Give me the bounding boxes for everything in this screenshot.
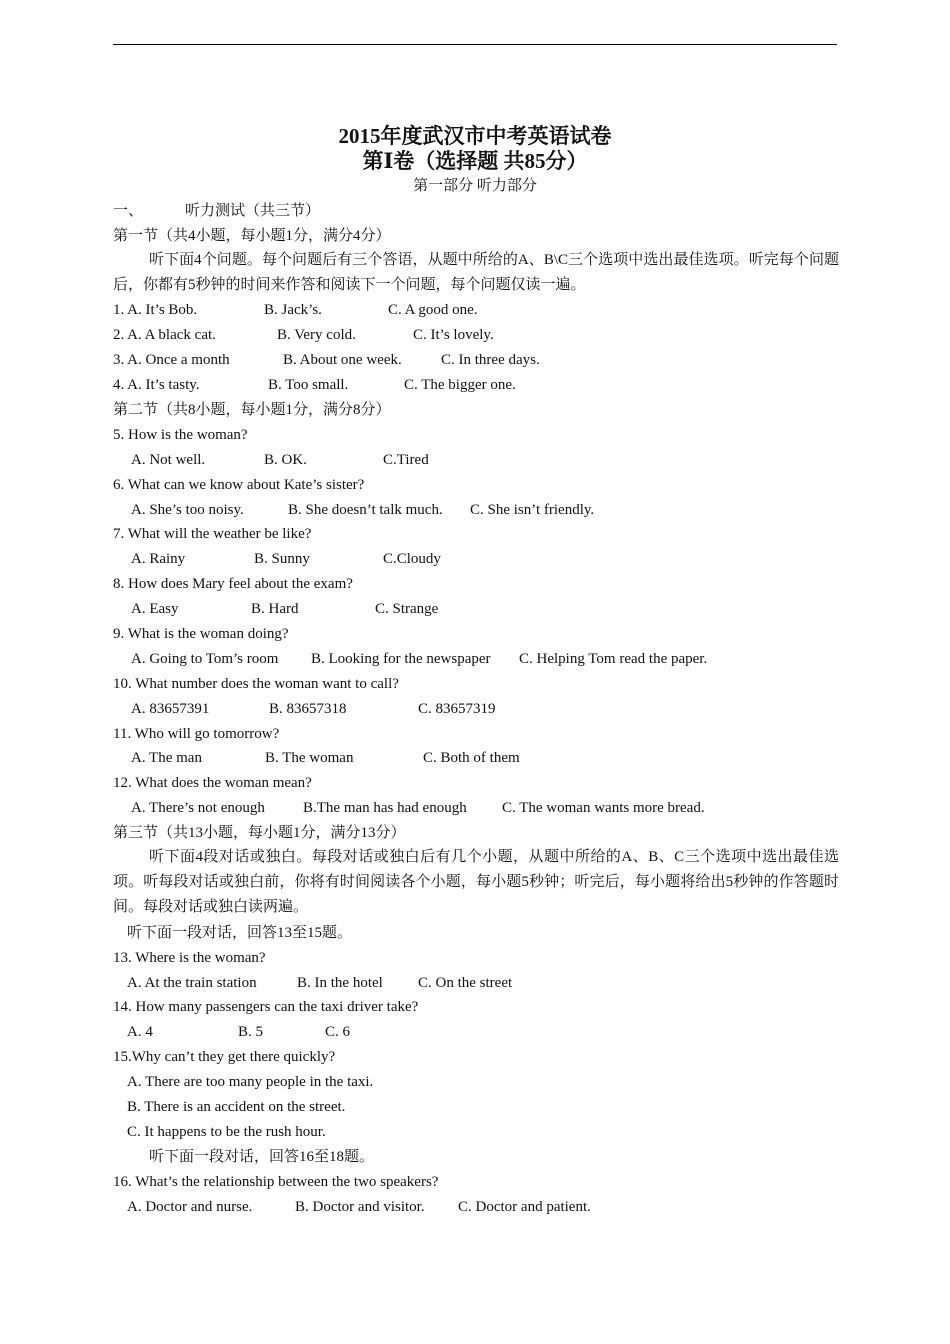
q1-option-c: C. A good one. [388, 302, 478, 318]
q7-option-c: C.Cloudy [383, 551, 441, 567]
q1-option-b: B. Jack’s. [264, 302, 322, 318]
q11-option-b: B. The woman [265, 750, 354, 766]
q14-option-b: B. 5 [238, 1024, 264, 1040]
q10-option-b: B. 83657318 [269, 701, 347, 717]
q15-option-a: A. There are too many people in the taxi. [127, 1074, 374, 1090]
q12-option-a: A. There’s not enough [131, 800, 265, 816]
q5-option-c: C.Tired [383, 452, 429, 468]
q7-option-a: A. Rainy [131, 551, 186, 567]
section2-header: 第二节（共8小题，每小题1分，满分8分） [113, 402, 391, 418]
q16-question: 16. What’s the relationship between the two speakers? [113, 1174, 439, 1190]
q5-question: 5. How is the woman? [113, 427, 248, 443]
q5-option-b: B. OK. [264, 452, 307, 468]
q11-option-a: A. The man [131, 750, 202, 766]
header-rule [113, 44, 837, 45]
exam-title: 2015年度武汉市中考英语试卷 [338, 124, 612, 148]
q6-option-b: B. She doesn’t talk much. [288, 502, 443, 518]
q14-option-c: C. 6 [325, 1024, 351, 1040]
q6-option-a: A. She’s too noisy. [131, 502, 244, 518]
q1-option-a: 1. A. It’s Bob. [113, 302, 198, 318]
q15-question: 15.Why can’t they get there quickly? [113, 1049, 336, 1065]
q6-question: 6. What can we know about Kate’s sister? [113, 477, 365, 493]
heading-number: 一、 [113, 203, 144, 219]
q8-question: 8. How does Mary feel about the exam? [113, 576, 353, 592]
q3-option-c: C. In three days. [441, 352, 540, 368]
q9-option-b: B. Looking for the newspaper [311, 651, 491, 667]
q16-option-b: B. Doctor and visitor. [295, 1199, 425, 1215]
part-heading: 第一部分 听力部分 [413, 178, 537, 194]
q4-option-c: C. The bigger one. [404, 377, 516, 393]
q13-option-b: B. In the hotel [297, 975, 383, 991]
q12-option-b: B.The man has had enough [303, 800, 467, 816]
q2-option-a: 2. A. A black cat. [113, 327, 216, 343]
q13-option-a: A. At the train station [127, 975, 257, 991]
q16-option-c: C. Doctor and patient. [458, 1199, 591, 1215]
q13-option-c: C. On the street [418, 975, 513, 991]
q15-option-c: C. It happens to be the rush hour. [127, 1124, 326, 1140]
dialog1-prompt: 听下面一段对话，回答13至15题。 [127, 925, 353, 941]
heading-listening [113, 201, 839, 221]
dialog2-prompt: 听下面一段对话，回答16至18题。 [149, 1149, 375, 1165]
q10-option-a: A. 83657391 [131, 701, 210, 717]
q12-option-c: C. The woman wants more bread. [502, 800, 705, 816]
section3-instructions: 听下面4段对话或独白。每段对话或独白后有几个小题，从题中所给的A、B、C三个选项中选出最佳选项。听每段对话或独白前，你将有时间阅读各个小题，每小题5秒钟；听完后，每小题将给出5秒钟的作答题时间。每段对话或独白读两遍。 [113, 849, 839, 915]
q8-option-a: A. Easy [131, 601, 179, 617]
section3-header: 第三节（共13小题，每小题1分，满分13分） [113, 825, 406, 841]
q10-option-c: C. 83657319 [418, 701, 496, 717]
q16-option-a: A. Doctor and nurse. [127, 1199, 253, 1215]
q2-option-c: C. It’s lovely. [413, 327, 494, 343]
q2-option-b: B. Very cold. [277, 327, 356, 343]
q12-question: 12. What does the woman mean? [113, 775, 312, 791]
q15-option-b: B. There is an accident on the street. [127, 1099, 346, 1115]
q10-question: 10. What number does the woman want to call? [113, 676, 399, 692]
section1-instructions: 听下面4个问题。每个问题后有三个答语，从题中所给的A、B\C三个选项中选出最佳选项。听完每个问题后，你都有5秒钟的时间来作答和阅读下一个问题，每个问题仅读一遍。 [113, 252, 839, 293]
q11-option-c: C. Both of them [423, 750, 520, 766]
q3-option-a: 3. A. Once a month [113, 352, 230, 368]
q8-option-c: C. Strange [375, 601, 439, 617]
q11-question: 11. Who will go tomorrow? [113, 726, 280, 742]
q7-question: 7. What will the weather be like? [113, 526, 312, 542]
q9-question: 9. What is the woman doing? [113, 626, 289, 642]
q14-question: 14. How many passengers can the taxi driver take? [113, 999, 419, 1015]
paper-subtitle: 第Ⅰ卷（选择题 共85分） [362, 149, 588, 173]
heading-text: 听力测试（共三节） [185, 203, 321, 219]
q8-option-b: B. Hard [251, 601, 299, 617]
q4-option-b: B. Too small. [268, 377, 349, 393]
q6-option-c: C. She isn’t friendly. [470, 502, 595, 518]
q14-option-a: A. 4 [127, 1024, 153, 1040]
q13-question: 13. Where is the woman? [113, 950, 266, 966]
q7-option-b: B. Sunny [254, 551, 310, 567]
q9-option-a: A. Going to Tom’s room [131, 651, 279, 667]
section1-header: 第一节（共4小题，每小题1分，满分4分） [113, 228, 391, 244]
q4-option-a: 4. A. It’s tasty. [113, 377, 200, 393]
q3-option-b: B. About one week. [283, 352, 402, 368]
q9-option-c: C. Helping Tom read the paper. [519, 651, 708, 667]
q5-option-a: A. Not well. [131, 452, 206, 468]
